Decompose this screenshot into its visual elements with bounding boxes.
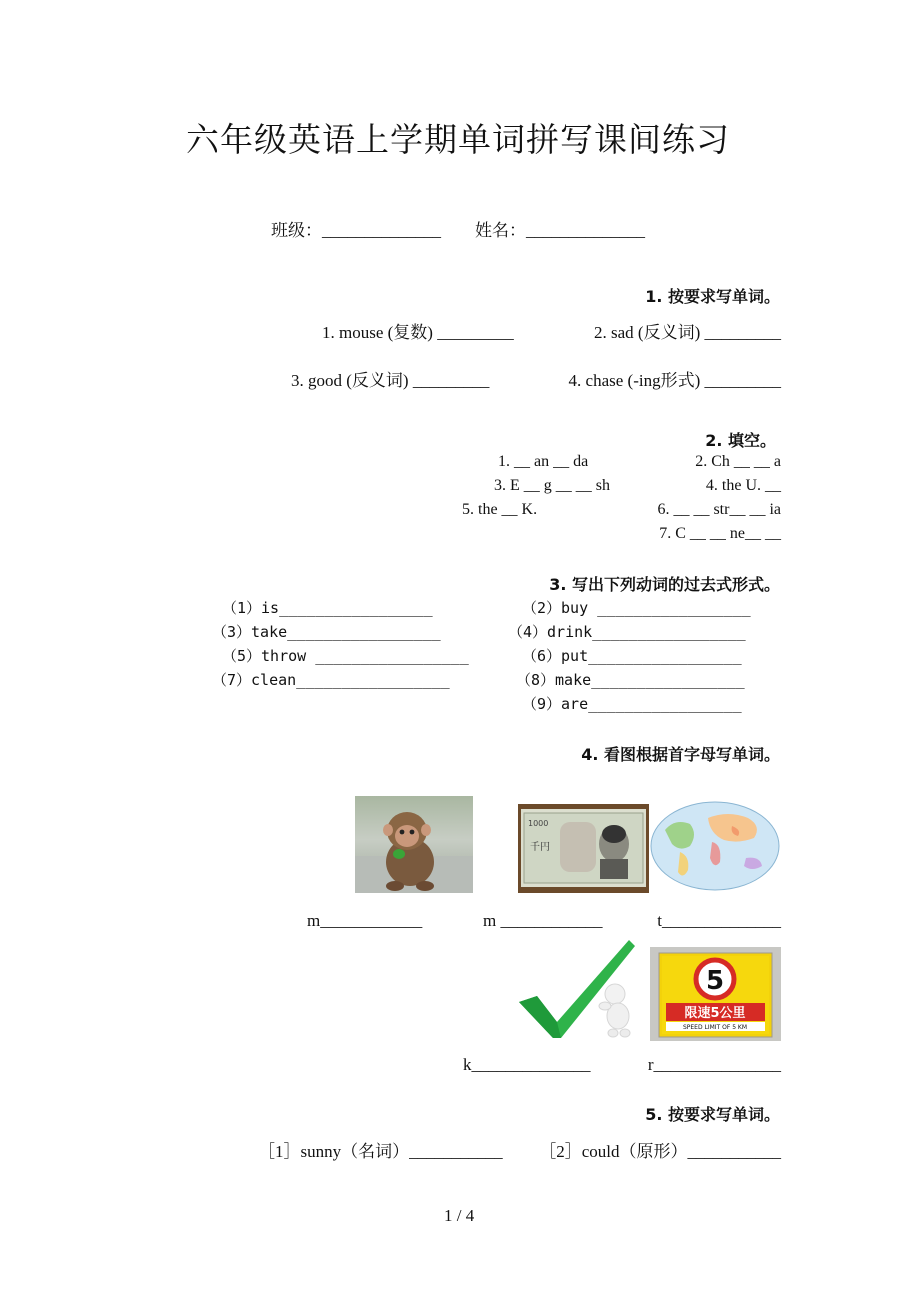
sign-text-cn: 限速5公里 bbox=[684, 1006, 746, 1021]
section5-item-2[interactable]: ［2］could（原形）___________ bbox=[539, 1142, 781, 1161]
section2-item-1[interactable]: 1. __ an __ da bbox=[498, 453, 589, 470]
section3-item-4[interactable]: （4）drink_________________ bbox=[508, 623, 746, 641]
section3-item-8[interactable]: （8）make_________________ bbox=[516, 671, 745, 689]
banknote-value: 1000 bbox=[528, 819, 549, 828]
sign-text-en: SPEED LIMIT OF 5 KM bbox=[682, 1024, 748, 1031]
section1-item-2[interactable]: 2. sad (反义词) _________ bbox=[594, 323, 781, 342]
section2-item-3[interactable]: 3. E __ g __ __ sh bbox=[494, 477, 610, 494]
monkey-image bbox=[355, 796, 473, 893]
section3-item-3[interactable]: （3）take_________________ bbox=[212, 623, 441, 641]
page-number: 1 / 4 bbox=[444, 1206, 475, 1225]
section4-answer-4[interactable]: k______________ bbox=[463, 1055, 591, 1074]
world-map-image bbox=[650, 800, 781, 893]
checkmark-image bbox=[517, 938, 647, 1041]
section2-item-5[interactable]: 5. the __ K. bbox=[462, 501, 538, 518]
section3-item-2[interactable]: （2）buy _________________ bbox=[522, 599, 751, 617]
section2-item-6[interactable]: 6. __ __ str__ __ ia bbox=[657, 501, 781, 518]
section5-item-1[interactable]: ［1］sunny（名词）___________ bbox=[258, 1142, 503, 1161]
section1-heading: 1. 按要求写单词。 bbox=[645, 287, 780, 306]
section1-item-1[interactable]: 1. mouse (复数) _________ bbox=[322, 323, 514, 342]
page-title: 六年级英语上学期单词拼写课间练习 bbox=[186, 120, 730, 159]
section3-item-9[interactable]: （9）are_________________ bbox=[522, 695, 742, 713]
section1-item-3[interactable]: 3. good (反义词) _________ bbox=[291, 371, 490, 390]
section4-answer-3[interactable]: t______________ bbox=[657, 911, 781, 930]
section1-item-4[interactable]: 4. chase (-ing形式) _________ bbox=[568, 371, 781, 390]
section2-item-7[interactable]: 7. C __ __ ne__ __ bbox=[659, 525, 781, 542]
section5-heading: 5. 按要求写单词。 bbox=[645, 1105, 780, 1124]
section3-item-1[interactable]: （1）is_________________ bbox=[222, 599, 433, 617]
section3-item-5[interactable]: （5）throw _________________ bbox=[222, 647, 469, 665]
section4-answer-1[interactable]: m____________ bbox=[307, 911, 423, 930]
section2-item-4[interactable]: 4. the U. __ bbox=[705, 477, 781, 494]
section4-answer-5[interactable]: r_______________ bbox=[647, 1055, 781, 1074]
section2-heading: 2. 填空。 bbox=[705, 431, 776, 450]
class-field[interactable]: 班级：______________ bbox=[271, 221, 441, 240]
section3-item-6[interactable]: （6）put_________________ bbox=[522, 647, 742, 665]
banknote-text: 千円 bbox=[530, 842, 550, 853]
section3-item-7[interactable]: （7）clean_________________ bbox=[212, 671, 450, 689]
section3-heading: 3. 写出下列动词的过去式形式。 bbox=[549, 575, 780, 594]
section2-item-2[interactable]: 2. Ch __ __ a bbox=[695, 453, 781, 470]
speed-limit-sign-image bbox=[650, 947, 781, 1041]
banknote-image bbox=[518, 804, 649, 893]
sign-number: 5 bbox=[705, 966, 725, 996]
section4-heading: 4. 看图根据首字母写单词。 bbox=[581, 745, 780, 764]
name-field[interactable]: 姓名：______________ bbox=[475, 221, 645, 240]
section4-answer-2[interactable]: m ____________ bbox=[483, 911, 603, 930]
